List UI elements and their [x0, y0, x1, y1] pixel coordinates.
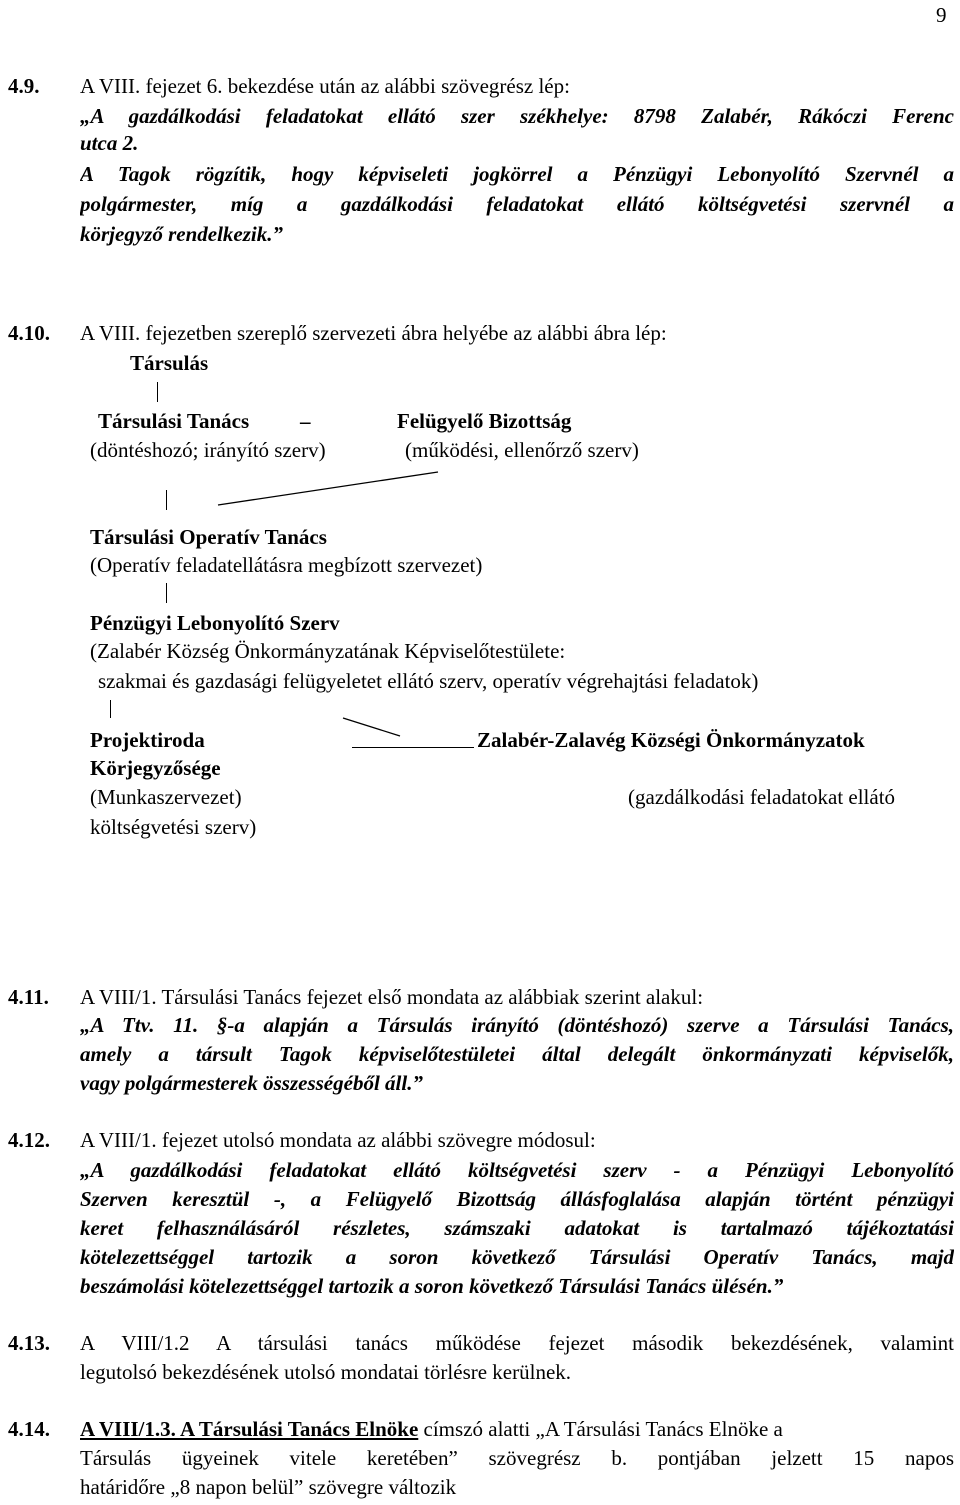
section-number-4-13: 4.13.	[8, 1331, 50, 1355]
org-tanacs-desc: (döntéshozó; irányító szerv)	[90, 438, 326, 462]
org-node-operativ: Társulási Operatív Tanács	[90, 525, 327, 549]
section-4-11-intro: A VIII/1. Társulási Tanács fejezet első mondata az alábbiak szerint alakul:	[80, 985, 704, 1009]
section-number-4-9: 4.9.	[8, 74, 40, 98]
section-4-12-line-3: keret felhasználásáról részletes, számszaki adatokat is tartalmazó tájékoztatási	[80, 1216, 954, 1240]
section-4-13-line-1: A VIII/1.2 A társulási tanács működése fejezet második bekezdésének, valamint	[80, 1331, 954, 1355]
org-node-tarsulas: Társulás	[130, 351, 209, 375]
org-gazd-desc-1: (gazdálkodási feladatokat ellátó	[628, 785, 896, 809]
org-dash: –	[300, 409, 311, 433]
section-4-13-line-2: legutolsó bekezdésének utolsó mondatai törlésre kerülnek.	[80, 1360, 572, 1384]
section-4-12-line-2: Szerven keresztül -, a Felügyelő Bizottság állásfoglalása alapján történt pénzügyi	[80, 1187, 954, 1211]
org-felugyelo-desc: (működési, ellenőrző szerv)	[405, 438, 639, 462]
page-number: 9	[936, 3, 947, 27]
org-node-felugyelo: Felügyelő Bizottság	[397, 409, 572, 433]
section-4-14-title: A VIII/1.3. A Társulási Tanács Elnöke	[80, 1417, 419, 1441]
org-munkaszervezet: (Munkaszervezet)	[90, 785, 242, 809]
section-4-14-line-1	[80, 1416, 954, 1442]
org-gazd-desc-2: költségvetési szerv)	[90, 815, 257, 839]
section-number-4-14: 4.14.	[8, 1417, 50, 1441]
org-node-korjegyzoseg: Körjegyzősége	[90, 756, 221, 780]
connector-projektiroda-zalaber	[343, 718, 400, 736]
section-4-9-intro: A VIII. fejezet 6. bekezdése után az alábbi szövegrész lép:	[80, 74, 570, 98]
section-4-14-line-2: Társulás ügyeinek vitele keretében” szövegrész b. pontjában jelzett 15 napos	[80, 1446, 954, 1470]
section-4-11-line-2: amely a társult Tagok képviselőtestületei által delegált önkormányzati képviselők,	[80, 1042, 954, 1066]
section-4-12-line-4: kötelezettséggel tartozik a soron következő Társulási Operatív Tanács, majd	[80, 1245, 954, 1269]
org-node-penzugyi: Pénzügyi Lebonyolító Szerv	[90, 611, 340, 635]
section-4-9-line-1: „A gazdálkodási feladatokat ellátó szer székhelye: 8798 Zalabér, Rákóczi Ferenc	[80, 104, 954, 128]
connector-operativ-felugyelo	[218, 472, 438, 505]
section-4-14-line-3: határidőre „8 napon belül” szövegre változik	[80, 1475, 457, 1499]
section-4-12-line-5: beszámolási kötelezettséggel tartozik a soron következő Társulási Tanács ülésén.”	[80, 1274, 784, 1298]
section-4-9-line-3: A Tagok rögzítik, hogy képviseleti jogkörrel a Pénzügyi Lebonyolító Szervnél a	[80, 162, 954, 186]
org-node-zalaber-zalaveg: Zalabér-Zalavég Községi Önkormányzatok	[477, 728, 865, 752]
section-number-4-10: 4.10.	[8, 321, 50, 345]
section-4-11-line-1: „A Ttv. 11. §-a alapján a Társulás irányító (döntéshozó) szerve a Társulási Tanács,	[80, 1013, 954, 1037]
section-4-9-line-4: polgármester, míg a gazdálkodási feladatokat ellátó költségvetési szervnél a	[80, 192, 954, 216]
section-4-9-line-5: körjegyző rendelkezik.”	[80, 222, 283, 246]
section-4-12-intro: A VIII/1. fejezet utolsó mondata az alábbi szövegre módosul:	[80, 1128, 596, 1152]
org-node-projektiroda: Projektiroda	[90, 728, 205, 752]
section-4-9-line-2: utca 2.	[80, 131, 139, 155]
section-number-4-11: 4.11.	[8, 985, 49, 1009]
section-4-12-line-1: „A gazdálkodási feladatokat ellátó költségvetési szerv - a Pénzügyi Lebonyolító	[80, 1158, 954, 1182]
org-node-tanacs: Társulási Tanács	[98, 409, 250, 433]
org-penzugyi-desc-1: (Zalabér Község Önkormányzatának Képviselőtestülete:	[90, 639, 566, 663]
org-operativ-desc: (Operatív feladatellátásra megbízott szervezet)	[90, 553, 483, 577]
section-number-4-12: 4.12.	[8, 1128, 50, 1152]
section-4-14-rest: címszó alatti „A Társulási Tanács Elnöke a	[418, 1417, 783, 1441]
section-4-11-line-3: vagy polgármesterek összességéből áll.”	[80, 1071, 423, 1095]
section-4-10-intro: A VIII. fejezetben szereplő szervezeti ábra helyébe az alábbi ábra lép:	[80, 321, 667, 345]
org-penzugyi-desc-2: szakmai és gazdasági felügyeletet ellátó szerv, operatív végrehajtási feladatok)	[98, 669, 759, 693]
